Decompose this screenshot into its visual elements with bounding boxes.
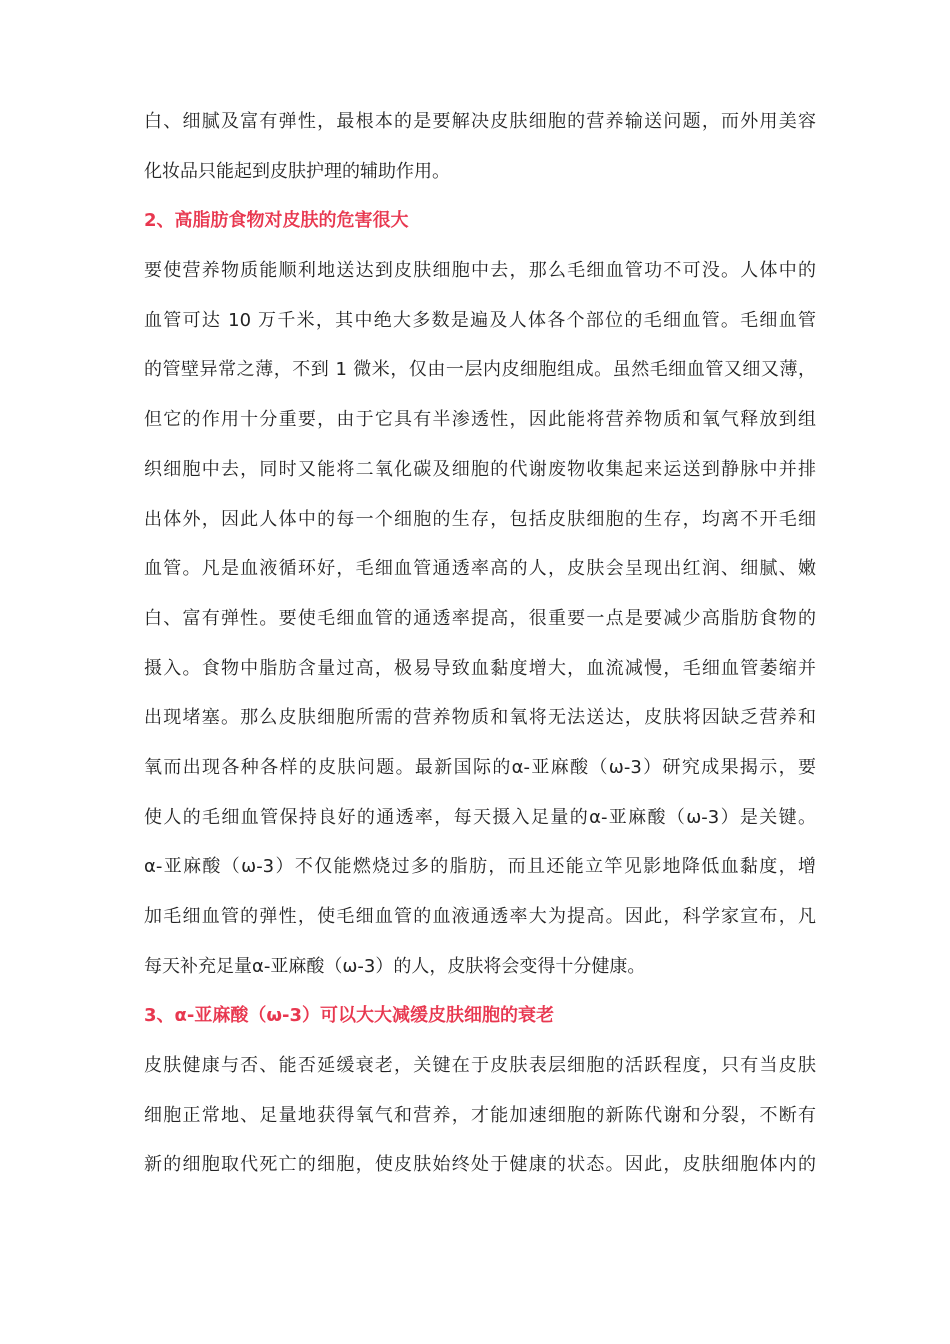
text-line: 的管壁异常之薄，不到 1 微米，仅由一层内皮细胞组成。虽然毛细血管又细又薄， bbox=[144, 359, 816, 381]
text-line: 化妆品只能起到皮肤护理的辅助作用。 bbox=[144, 160, 450, 182]
section-heading-3: 3、α-亚麻酸（ω-3）可以大大减缓皮肤细胞的衰老 bbox=[144, 1005, 554, 1027]
text-line: 加毛细血管的弹性，使毛细血管的血液通透率大为提高。因此，科学家宣布，凡 bbox=[144, 906, 816, 927]
text-line: 使人的毛细血管保持良好的通透率，每天摄入足量的α-亚麻酸（ω-3）是关键。 bbox=[144, 806, 816, 828]
text-line: 每天补充足量α-亚麻酸（ω-3）的人，皮肤将会变得十分健康。 bbox=[144, 955, 646, 977]
paragraph-high-fat bbox=[144, 251, 816, 996]
text-line: 出体外，因此人体中的每一个细胞的生存，包括皮肤细胞的生存，均离不开毛细 bbox=[144, 508, 816, 530]
text-line: 要使营养物质能顺利地送达到皮肤细胞中去，那么毛细血管功不可没。人体中的 bbox=[144, 260, 816, 282]
text-line: 新的细胞取代死亡的细胞，使皮肤始终处于健康的状态。因此，皮肤细胞体内的 bbox=[144, 1154, 816, 1176]
text-line: 细胞正常地、足量地获得氧气和营养，才能加速细胞的新陈代谢和分裂，不断有 bbox=[144, 1104, 816, 1126]
text-line: 氧而出现各种各样的皮肤问题。最新国际的α-亚麻酸（ω-3）研究成果揭示，要 bbox=[144, 756, 816, 778]
text-line: 皮肤健康与否、能否延缓衰老，关键在于皮肤表层细胞的活跃程度，只有当皮肤 bbox=[144, 1055, 816, 1077]
text-line: 血管。凡是血液循环好，毛细血管通透率高的人，皮肤会呈现出红润、细腻、嫩 bbox=[144, 558, 816, 580]
text-line: 白、细腻及富有弹性，最根本的是要解决皮肤细胞的营养输送问题，而外用美容 bbox=[144, 111, 816, 132]
text-line: 出现堵塞。那么皮肤细胞所需的营养物质和氧将无法送达，皮肤将因缺乏营养和 bbox=[144, 707, 816, 729]
text-line: α-亚麻酸（ω-3）不仅能燃烧过多的脂肪，而且还能立竿见影地降低血黏度，增 bbox=[144, 856, 816, 878]
text-line: 但它的作用十分重要，由于它具有半渗透性，因此能将营养物质和氧气释放到组 bbox=[144, 409, 816, 431]
document-page bbox=[144, 102, 816, 1195]
text-line: 摄入。食物中脂肪含量过高，极易导致血黏度增大，血流减慢，毛细血管萎缩并 bbox=[144, 657, 816, 679]
paragraph-skin-intro bbox=[144, 102, 816, 201]
text-line: 白、富有弹性。要使毛细血管的通透率提高，很重要一点是要减少高脂肪食物的 bbox=[144, 607, 816, 629]
section-heading-2: 2、高脂肪食物对皮肤的危害很大 bbox=[144, 210, 409, 232]
text-line: 血管可达 10 万千米，其中绝大多数是遍及人体各个部位的毛细血管。毛细血管 bbox=[144, 309, 816, 331]
paragraph-cell-aging bbox=[144, 1046, 816, 1195]
text-line: 织细胞中去，同时又能将二氧化碳及细胞的代谢废物收集起来运送到静脉中并排 bbox=[144, 458, 816, 480]
